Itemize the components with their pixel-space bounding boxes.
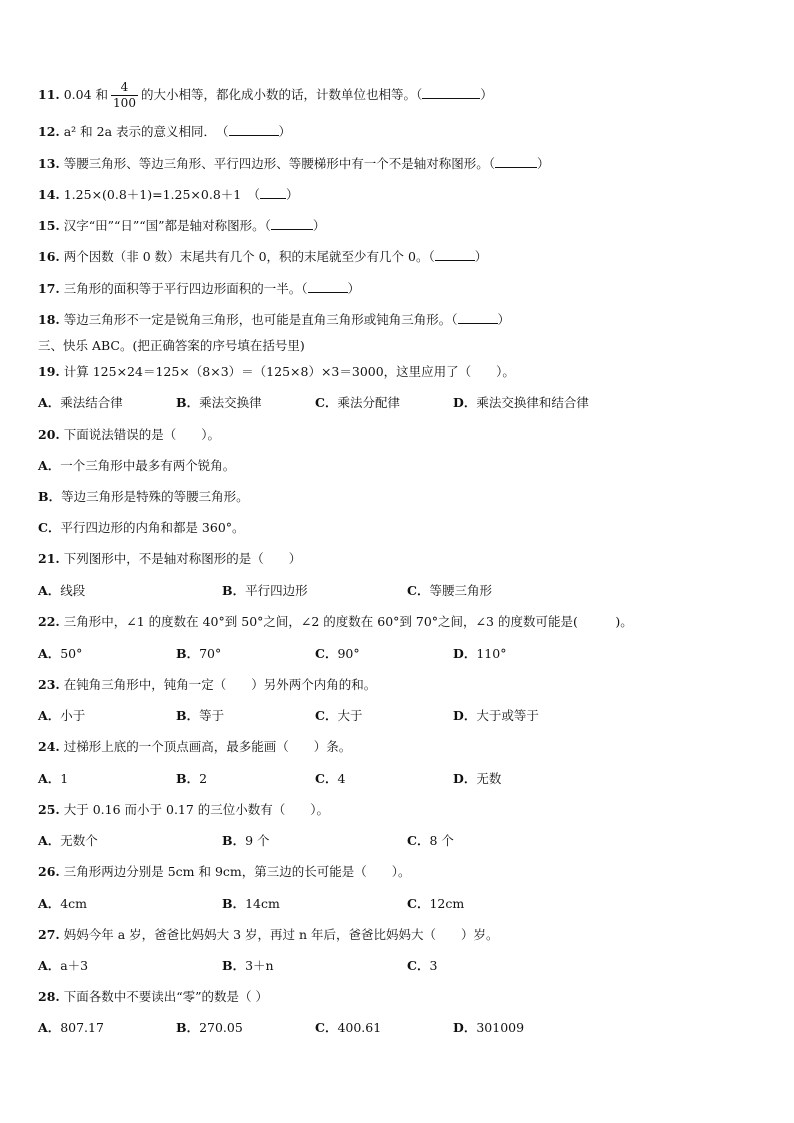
option-text: 14cm	[245, 896, 280, 911]
question-19	[38, 364, 515, 380]
answer-blank[interactable]	[435, 249, 475, 261]
option-b[interactable]	[176, 771, 207, 787]
option-label: D．	[453, 771, 477, 786]
question-text-post: 的大小相等，都化成小数的话，计数单位也相等。（	[140, 87, 423, 102]
option-a[interactable]	[38, 458, 235, 474]
question-23	[38, 677, 376, 693]
option-text: 400.61	[337, 1020, 382, 1035]
option-a[interactable]	[38, 708, 85, 724]
question-20	[38, 427, 220, 443]
question-15	[38, 218, 325, 234]
option-b[interactable]	[222, 896, 280, 912]
question-28	[38, 989, 268, 1005]
option-b[interactable]	[176, 708, 224, 724]
option-b[interactable]	[222, 583, 308, 599]
option-text: 70°	[199, 646, 222, 661]
option-d[interactable]	[453, 1020, 524, 1036]
closing-paren: ）	[497, 312, 511, 327]
option-a[interactable]	[38, 896, 87, 912]
question-number: 28.	[38, 989, 60, 1004]
question-11	[38, 80, 493, 111]
option-b[interactable]	[222, 958, 274, 974]
option-a[interactable]	[38, 583, 85, 599]
option-label: A．	[38, 833, 61, 848]
option-label: C．	[407, 958, 430, 973]
question-number: 17.	[38, 281, 60, 296]
answer-blank[interactable]	[229, 124, 279, 136]
question-text: 下面说法错误的是（ ）。	[63, 427, 220, 442]
option-label: B．	[176, 1020, 200, 1035]
option-label: B．	[222, 896, 246, 911]
option-label: A．	[38, 395, 61, 410]
option-d[interactable]	[453, 646, 506, 662]
fraction-denominator: 100	[113, 96, 136, 110]
closing-paren: ）	[278, 124, 292, 139]
question-number: 18.	[38, 312, 60, 327]
question-text: 两个因数（非 0 数）末尾共有几个 0，积的末尾就至少有几个 0。（	[63, 249, 435, 264]
option-d[interactable]	[453, 771, 501, 787]
option-b[interactable]	[176, 395, 262, 411]
question-text: 在钝角三角形中，钝角一定（ ）另外两个内角的和。	[63, 677, 377, 692]
option-b[interactable]	[176, 646, 221, 662]
option-label: D．	[453, 708, 477, 723]
closing-paren: ）	[312, 218, 326, 233]
fraction-numerator: 4	[111, 80, 138, 96]
option-label: D．	[453, 395, 477, 410]
option-c[interactable]	[38, 520, 245, 536]
option-label: B．	[176, 771, 200, 786]
option-label: B．	[176, 395, 200, 410]
option-c[interactable]	[315, 771, 345, 787]
question-14	[38, 187, 299, 203]
option-label: B．	[176, 646, 200, 661]
option-text: 50°	[60, 646, 83, 661]
option-label: A．	[38, 958, 61, 973]
option-label: D．	[453, 1020, 477, 1035]
option-text: 2	[199, 771, 208, 786]
option-label: C．	[407, 833, 430, 848]
option-text: 90°	[337, 646, 360, 661]
option-text: 平行四边形的内角和都是 360°。	[60, 520, 245, 535]
option-text: 一个三角形中最多有两个锐角。	[60, 458, 236, 473]
option-label: C．	[407, 896, 430, 911]
option-label: A．	[38, 583, 61, 598]
closing-paren: ）	[480, 87, 493, 102]
option-b[interactable]	[222, 833, 270, 849]
option-label: A．	[38, 1020, 61, 1035]
option-text: 乘法交换律	[199, 395, 262, 410]
option-label: D．	[453, 646, 477, 661]
option-label: C．	[315, 646, 338, 661]
question-27	[38, 927, 499, 943]
question-text: 汉字“田”“日”“国”都是轴对称图形。（	[63, 218, 271, 233]
option-text: 等腰三角形	[429, 583, 492, 598]
option-text: 1	[60, 771, 69, 786]
question-13	[38, 156, 550, 172]
question-18	[38, 312, 510, 328]
answer-blank[interactable]	[308, 281, 348, 293]
option-label: A．	[38, 771, 61, 786]
option-label: B．	[222, 833, 246, 848]
answer-blank[interactable]	[495, 156, 537, 168]
question-text: 等边三角形不一定是锐角三角形，也可能是直角三角形或钝角三角形。（	[63, 312, 458, 327]
question-text: 等腰三角形、等边三角形、平行四边形、等腰梯形中有一个不是轴对称图形。（	[63, 156, 495, 171]
question-24	[38, 739, 351, 755]
question-25	[38, 802, 329, 818]
option-label: C．	[407, 583, 430, 598]
option-c[interactable]	[407, 958, 437, 974]
option-label: B．	[38, 489, 62, 504]
option-a[interactable]	[38, 833, 98, 849]
option-text: 线段	[60, 583, 86, 598]
question-text: 三角形中，∠1 的度数在 40°到 50°之间，∠2 的度数在 60°到 70°之间，∠3 的度数可能是( )。	[63, 614, 633, 629]
option-text: 等于	[199, 708, 225, 723]
option-text: 平行四边形	[245, 583, 308, 598]
option-text: 301009	[476, 1020, 525, 1035]
option-c[interactable]	[407, 583, 492, 599]
answer-blank[interactable]	[260, 187, 286, 199]
option-text: 3	[429, 958, 438, 973]
option-label: C．	[38, 520, 61, 535]
option-c[interactable]	[407, 833, 454, 849]
option-b[interactable]	[38, 489, 249, 505]
option-text: 大于	[337, 708, 363, 723]
question-number: 19.	[38, 364, 60, 379]
option-label: C．	[315, 395, 338, 410]
question-number: 27.	[38, 927, 60, 942]
option-label: B．	[176, 708, 200, 723]
question-text: 过梯形上底的一个顶点画高，最多能画（ ）条。	[63, 739, 352, 754]
option-d[interactable]	[453, 708, 539, 724]
option-a[interactable]	[38, 395, 123, 411]
option-text: 4	[337, 771, 346, 786]
option-c[interactable]	[315, 395, 400, 411]
option-d[interactable]	[453, 395, 589, 411]
section-heading: 三、快乐 ABC。(把正确答案的序号填在括号里)	[38, 338, 305, 353]
option-text: 9 个	[245, 833, 270, 848]
option-text: 12cm	[429, 896, 465, 911]
option-text: 8 个	[429, 833, 454, 848]
question-26	[38, 864, 411, 880]
option-text: 等边三角形是特殊的等腰三角形。	[61, 489, 249, 504]
question-text: 妈妈今年 a 岁，爸爸比妈妈大 3 岁，再过 n 年后，爸爸比妈妈大（ ）岁。	[63, 927, 499, 942]
option-text: 270.05	[199, 1020, 243, 1035]
question-17	[38, 281, 360, 297]
option-text: 110°	[476, 646, 507, 661]
option-label: B．	[222, 583, 246, 598]
option-label: C．	[315, 708, 338, 723]
question-16	[38, 249, 487, 265]
option-text: a＋3	[60, 958, 89, 973]
question-number: 24.	[38, 739, 60, 754]
question-number: 23.	[38, 677, 60, 692]
question-text-pre: 0.04 和	[63, 87, 109, 102]
question-number: 22.	[38, 614, 60, 629]
option-a[interactable]	[38, 1020, 104, 1036]
option-text: 4cm	[60, 896, 88, 911]
option-text: 乘法分配律	[337, 395, 400, 410]
option-label: B．	[222, 958, 246, 973]
option-a[interactable]	[38, 771, 68, 787]
question-number: 21.	[38, 551, 60, 566]
question-number: 15.	[38, 218, 60, 233]
option-label: A．	[38, 458, 61, 473]
option-text: 807.17	[60, 1020, 104, 1035]
question-number: 14.	[38, 187, 60, 202]
option-c[interactable]	[315, 646, 360, 662]
option-label: C．	[315, 1020, 338, 1035]
question-number: 12.	[38, 124, 60, 139]
closing-paren: ）	[286, 187, 299, 202]
question-text: 1.25×(0.8＋1)=1.25×0.8＋1 （	[63, 187, 260, 202]
question-text: 下列图形中，不是轴对称图形的是（ ）	[63, 551, 302, 566]
answer-blank[interactable]	[422, 87, 480, 99]
option-text: 大于或等于	[476, 708, 539, 723]
question-number: 11.	[38, 87, 60, 102]
question-22	[38, 614, 633, 630]
question-text: 三角形两边分别是 5cm 和 9cm，第三边的长可能是（ ）。	[63, 864, 411, 879]
fraction	[111, 80, 138, 111]
question-number: 26.	[38, 864, 60, 879]
option-text: 无数个	[60, 833, 98, 848]
question-text: 大于 0.16 而小于 0.17 的三位小数有（ ）。	[63, 802, 330, 817]
question-text: 三角形的面积等于平行四边形面积的一半。（	[63, 281, 308, 296]
question-text: a² 和 2a 表示的意义相同． （	[63, 124, 229, 139]
option-text: 乘法结合律	[60, 395, 123, 410]
question-12	[38, 124, 291, 140]
question-number: 25.	[38, 802, 60, 817]
option-label: A．	[38, 708, 61, 723]
question-number: 20.	[38, 427, 60, 442]
answer-blank[interactable]	[271, 218, 313, 230]
option-b[interactable]	[176, 1020, 243, 1036]
closing-paren: ）	[347, 281, 361, 296]
question-number: 13.	[38, 156, 60, 171]
option-text: 3＋n	[245, 958, 274, 973]
option-label: A．	[38, 646, 61, 661]
option-text: 乘法交换律和结合律	[476, 395, 589, 410]
closing-paren: ）	[474, 249, 488, 264]
option-a[interactable]	[38, 958, 88, 974]
question-text: 计算 125×24＝125×（8×3）＝（125×8）×3＝3000，这里应用了（ ）。	[63, 364, 515, 379]
question-number: 16.	[38, 249, 60, 264]
option-text: 小于	[60, 708, 86, 723]
closing-paren: ）	[537, 156, 550, 171]
option-label: C．	[315, 771, 338, 786]
option-a[interactable]	[38, 646, 82, 662]
option-c[interactable]	[315, 1020, 381, 1036]
option-c[interactable]	[315, 708, 362, 724]
option-text: 无数	[476, 771, 502, 786]
option-label: A．	[38, 896, 61, 911]
question-21	[38, 551, 301, 567]
option-c[interactable]	[407, 896, 464, 912]
answer-blank[interactable]	[458, 312, 498, 324]
question-text: 下面各数中不要读出“零”的数是（ ）	[63, 989, 268, 1004]
